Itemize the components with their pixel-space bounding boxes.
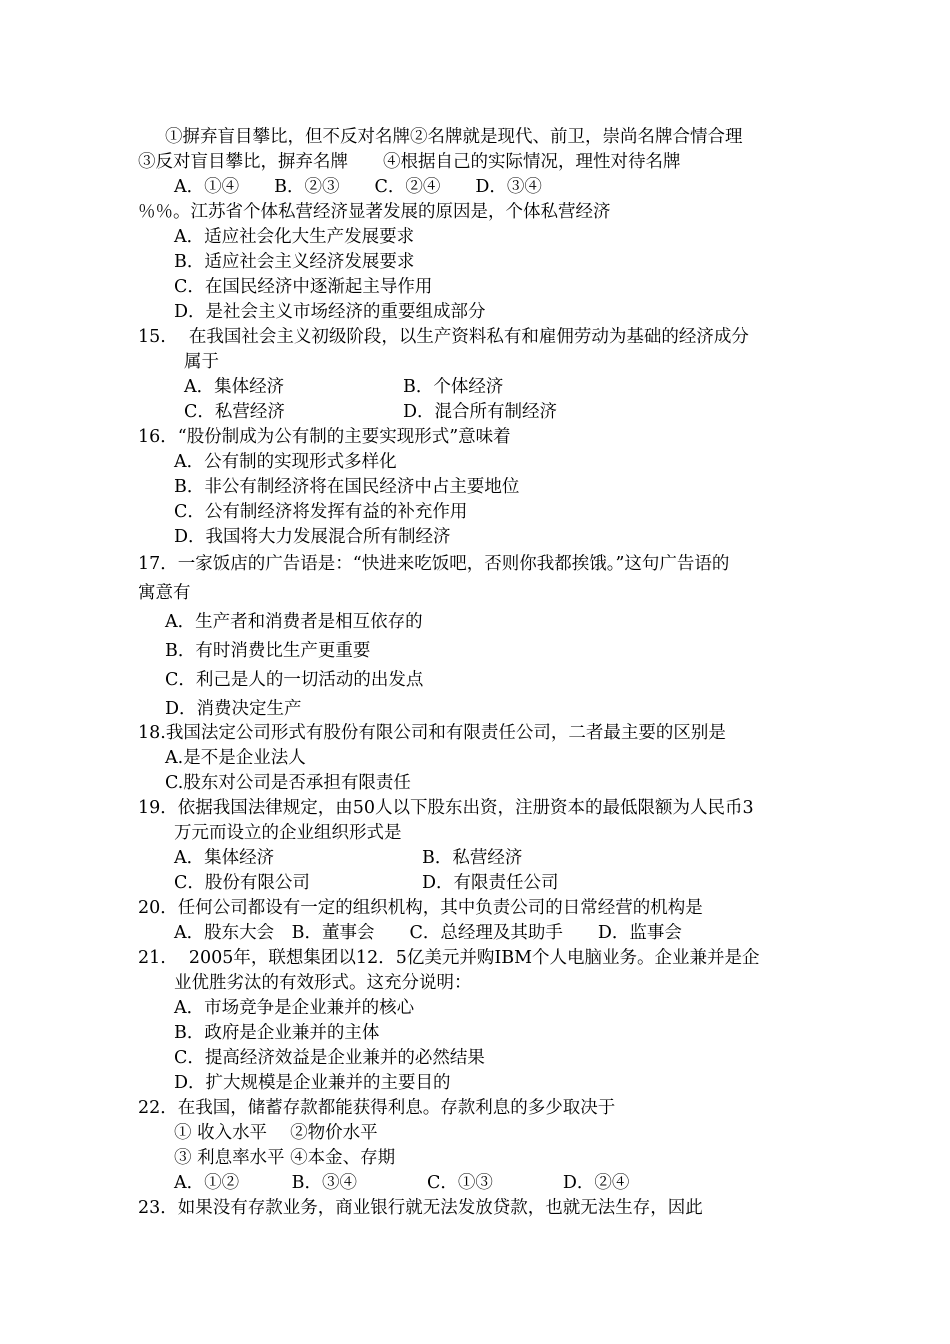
option-line: A．①④ B．②③ C．②④ D．③④ xyxy=(174,177,542,197)
option-line: C．私营经济 xyxy=(184,402,285,422)
text-line: ③反对盲目攀比，摒弃名牌 ④根据自己的实际情况，理性对待名牌 xyxy=(138,152,681,172)
option-line: C．公有制经济将发挥有益的补充作用 xyxy=(174,502,468,522)
question-16: 16．“股份制成为公有制的主要实现形式”意味着 xyxy=(138,427,511,447)
text-line: ①摒弃盲目攀比，但不反对名牌②名牌就是现代、前卫，崇尚名牌合情合理 xyxy=(165,127,743,147)
question-17: 17．一家饭店的广告语是：“快进来吃饭吧，否则你我都挨饿。”这句广告语的 xyxy=(138,554,730,574)
text-line: 属于 xyxy=(184,352,219,372)
option-line: A．集体经济 xyxy=(184,377,285,397)
option-line: C.股东对公司是否承担有限责任 xyxy=(165,773,411,793)
option-line: C．利己是人的一切活动的出发点 xyxy=(165,670,424,690)
question-19: 19．依据我国法律规定，由50人以下股东出资，注册资本的最低限额为人民币3 xyxy=(138,798,754,818)
question-15: 15. 在我国社会主义初级阶段，以生产资料私有和雇佣劳动为基础的经济成分 xyxy=(138,327,749,347)
option-line: A．适应社会化大生产发展要求 xyxy=(174,227,415,247)
question-18: 18.我国法定公司形式有股份有限公司和有限责任公司，二者最主要的区别是 xyxy=(138,723,726,743)
text-line: 万元而设立的企业组织形式是 xyxy=(174,823,402,843)
option-line: A．①② B．③④ C．①③ D．②④ xyxy=(174,1173,630,1193)
option-line: C．提高经济效益是企业兼并的必然结果 xyxy=(174,1048,485,1068)
option-line: D．有限责任公司 xyxy=(422,873,559,893)
option-line: D．扩大规模是企业兼并的主要目的 xyxy=(174,1073,451,1093)
option-line: C．在国民经济中逐渐起主导作用 xyxy=(174,277,433,297)
text-line: 业优胜劣汰的有效形式。这充分说明： xyxy=(174,973,472,993)
option-line: D．消费决定生产 xyxy=(165,699,302,719)
option-line: B．个体经济 xyxy=(403,377,504,397)
option-line: A．公有制的实现形式多样化 xyxy=(174,452,397,472)
question-22: 22．在我国，储蓄存款都能获得利息。存款利息的多少取决于 xyxy=(138,1098,616,1118)
option-line: A．股东大会 B．董事会 C．总经理及其助手 D．监事会 xyxy=(174,923,682,943)
text-line: ③ 利息率水平 ④本金、存期 xyxy=(174,1148,396,1168)
question-23: 23．如果没有存款业务，商业银行就无法发放贷款，也就无法生存，因此 xyxy=(138,1198,703,1218)
text-line: 寓意有 xyxy=(138,583,191,603)
question-20: 20．任何公司都设有一定的组织机构，其中负责公司的日常经营的机构是 xyxy=(138,898,703,918)
option-line: C．股份有限公司 xyxy=(174,873,310,893)
option-line: D．我国将大力发展混合所有制经济 xyxy=(174,527,451,547)
option-line: B．非公有制经济将在国民经济中占主要地位 xyxy=(174,477,520,497)
option-line: B．适应社会主义经济发展要求 xyxy=(174,252,415,272)
option-line: A．集体经济 xyxy=(174,848,275,868)
question-21: 21. 2005年，联想集团以12．5亿美元并购IBM个人电脑业务。企业兼并是企 xyxy=(138,948,760,968)
option-line: D．是社会主义市场经济的重要组成部分 xyxy=(174,302,486,322)
option-line: B．政府是企业兼并的主体 xyxy=(174,1023,380,1043)
text-line: ① 收入水平 ②物价水平 xyxy=(174,1123,378,1143)
option-line: B．私营经济 xyxy=(422,848,523,868)
option-line: A．市场竞争是企业兼并的核心 xyxy=(174,998,415,1018)
option-line: A.是不是企业法人 xyxy=(165,748,306,768)
option-line: B．有时消费比生产更重要 xyxy=(165,641,371,661)
option-line: A．生产者和消费者是相互依存的 xyxy=(165,612,423,632)
text-line: ％％。江苏省个体私营经济显著发展的原因是，个体私营经济 xyxy=(138,202,611,222)
option-line: D．混合所有制经济 xyxy=(403,402,558,422)
